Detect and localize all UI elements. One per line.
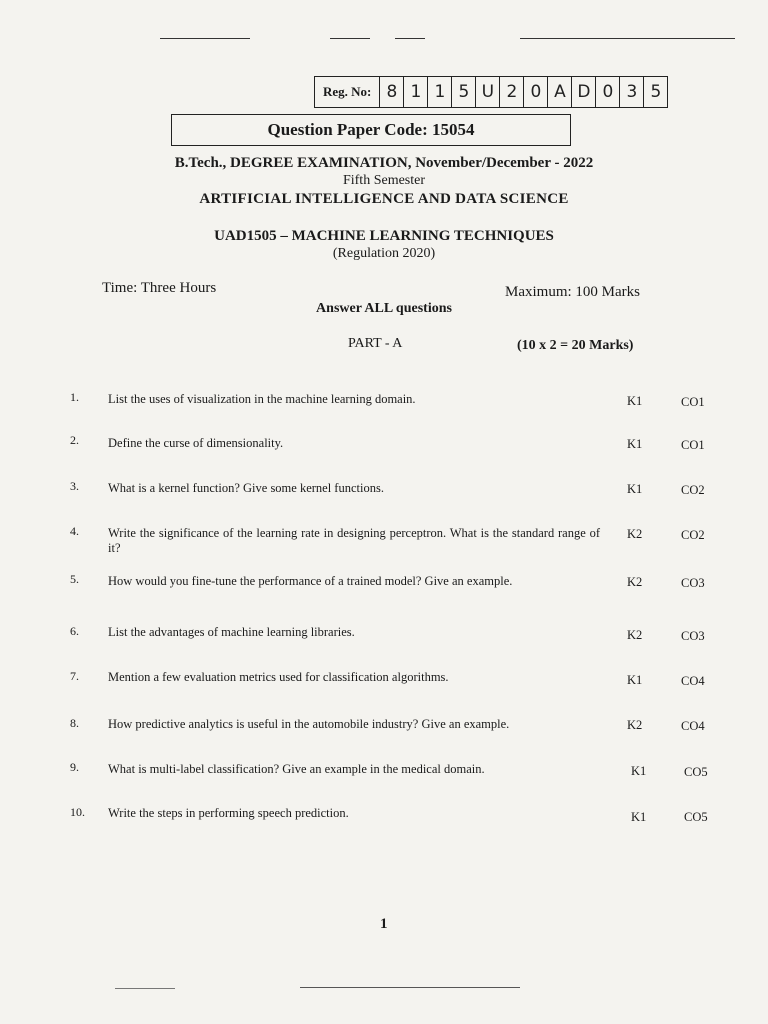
semester: Fifth Semester [342,173,426,188]
reg-digit: D [572,77,596,107]
knowledge-level: K2 [627,718,643,732]
question-text: List the advantages of machine learning libraries. [108,625,355,639]
question-text: What is a kernel function? Give some kernel functions. [108,481,384,495]
reg-digit: U [476,77,500,107]
question-number: 7. [70,669,79,683]
course-title: UAD1505 – MACHINE LEARNING TECHNIQUES [214,228,554,244]
instruction: Answer ALL questions [316,301,452,316]
top-rule [330,38,370,39]
course-outcome: CO3 [681,576,705,590]
top-rule [520,38,735,39]
knowledge-level: K2 [627,575,643,589]
reg-label: Reg. No: [315,77,380,107]
course-outcome: CO4 [681,719,705,733]
course-outcome: CO5 [684,765,708,779]
question-number: 8. [70,716,79,730]
top-rule [160,38,250,39]
course-outcome: CO2 [681,483,705,497]
reg-digit: 1 [404,77,428,107]
time-allowed: Time: Three Hours [102,280,217,296]
reg-digit: A [548,77,572,107]
question-number: 6. [70,624,79,638]
question-text: How predictive analytics is useful in the automobile industry? Give an example. [108,717,510,731]
knowledge-level: K2 [627,527,643,541]
question-text: What is multi-label classification? Give an example in the medical domain. [108,762,485,776]
question-paper-code: Question Paper Code: 15054 [171,114,571,146]
bottom-rule [300,987,520,988]
reg-digit: 3 [620,77,644,107]
department: ARTIFICIAL INTELLIGENCE AND DATA SCIENCE [199,191,569,207]
reg-digit: 2 [500,77,524,107]
knowledge-level: K1 [631,810,647,824]
question-number: 1. [70,390,79,404]
reg-digit: 1 [428,77,452,107]
reg-digit: 5 [452,77,476,107]
reg-digit: 0 [524,77,548,107]
course-outcome: CO1 [681,438,705,452]
question-number: 10. [70,805,85,819]
knowledge-level: K1 [627,394,643,408]
knowledge-level: K2 [627,628,643,642]
question-number: 5. [70,572,79,586]
question-text: Define the curse of dimensionality. [108,436,284,450]
question-number: 4. [70,524,79,538]
knowledge-level: K1 [627,437,643,451]
exam-title: B.Tech., DEGREE EXAMINATION, November/December - 2022 [174,155,594,171]
question-text: List the uses of visualization in the machine learning domain. [108,392,416,406]
course-outcome: CO3 [681,629,705,643]
course-outcome: CO1 [681,395,705,409]
question-text: Mention a few evaluation metrics used for classification algorithms. [108,670,449,684]
reg-digit: 8 [380,77,404,107]
reg-number-box [314,76,668,108]
page-number: 1 [380,916,388,932]
course-outcome: CO5 [684,810,708,824]
knowledge-level: K1 [627,482,643,496]
knowledge-level: K1 [627,673,643,687]
question-text: How would you fine-tune the performance of a trained model? Give an example. [108,574,513,588]
regulation: (Regulation 2020) [332,246,436,261]
reg-digit: 5 [650,82,662,102]
part-marks: (10 x 2 = 20 Marks) [517,338,634,353]
course-outcome: CO2 [681,528,705,542]
part-heading: PART - A [348,336,403,351]
question-number: 2. [70,433,79,447]
question-text: Write the steps in performing speech prediction. [108,806,349,820]
top-rule [395,38,425,39]
question-text: Write the significance of the learning rate in designing perceptron. What is the standard range of it? [108,526,600,555]
question-number: 3. [70,479,79,493]
reg-digit: 0 [596,77,620,107]
bottom-rule [115,988,175,989]
knowledge-level: K1 [631,764,647,778]
question-number: 9. [70,760,79,774]
maximum-marks: Maximum: 100 Marks [505,284,640,300]
course-outcome: CO4 [681,674,705,688]
